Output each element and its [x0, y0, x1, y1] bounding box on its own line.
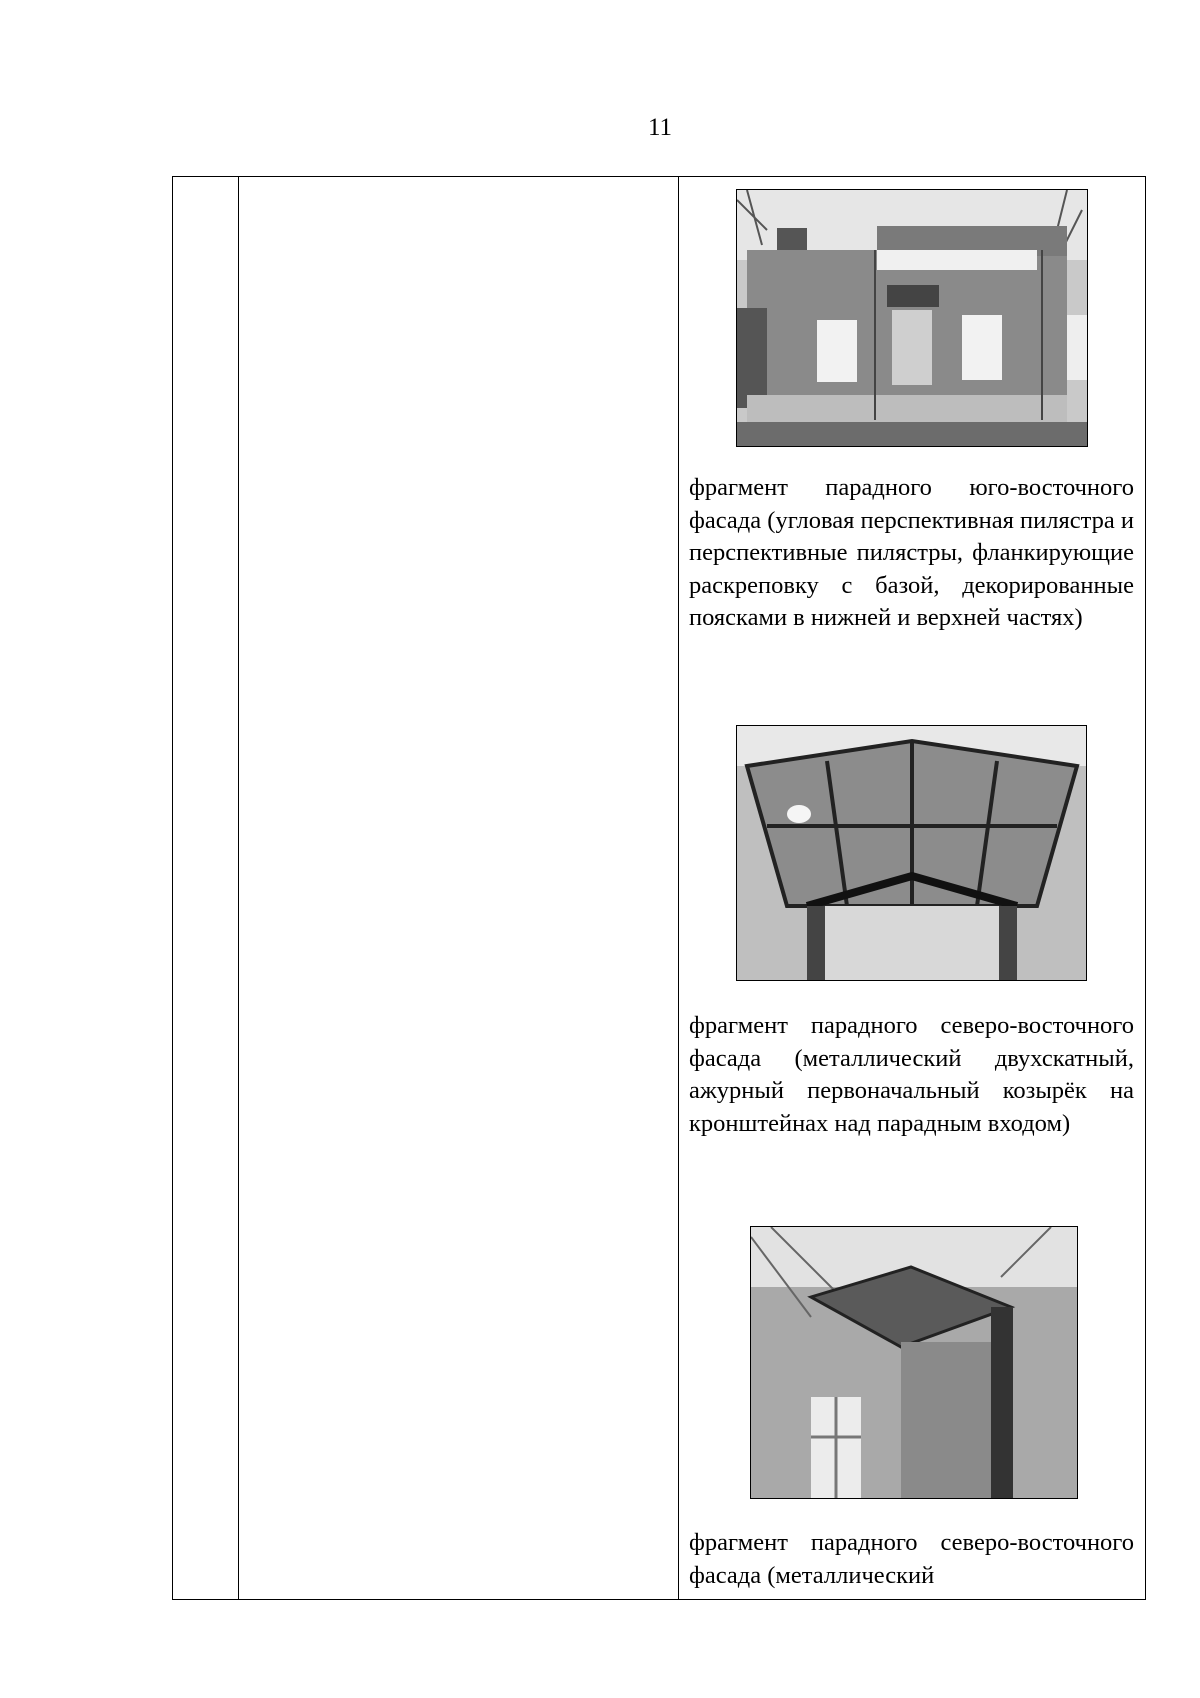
object-table: [172, 176, 1146, 1600]
photo-caption: фрагмент парадного северо-восточного фасада (металлический: [689, 1529, 1134, 1589]
canopy-photo-icon: [736, 725, 1087, 981]
photo-caption: фрагмент парадного юго-восточного фасада (угловая перспективная пилястра и перспективные пилястры, фланкирующие раскреповку с базой, декорированные поясками в нижней и верхней частях): [689, 474, 1134, 631]
description-cell: [239, 177, 679, 1600]
photo-cell: [679, 177, 1146, 1600]
facade-photo-icon: [736, 189, 1088, 447]
photo-caption: фрагмент парадного северо-восточного фасада (металлический двухскатный, ажурный первоначальный козырёк на кронштейнах над парадным входом): [689, 1012, 1134, 1137]
number-cell: [173, 177, 239, 1600]
page-number: 11: [647, 114, 673, 141]
table-row: [173, 177, 1146, 1600]
canopy-side-photo-icon: [750, 1226, 1078, 1499]
